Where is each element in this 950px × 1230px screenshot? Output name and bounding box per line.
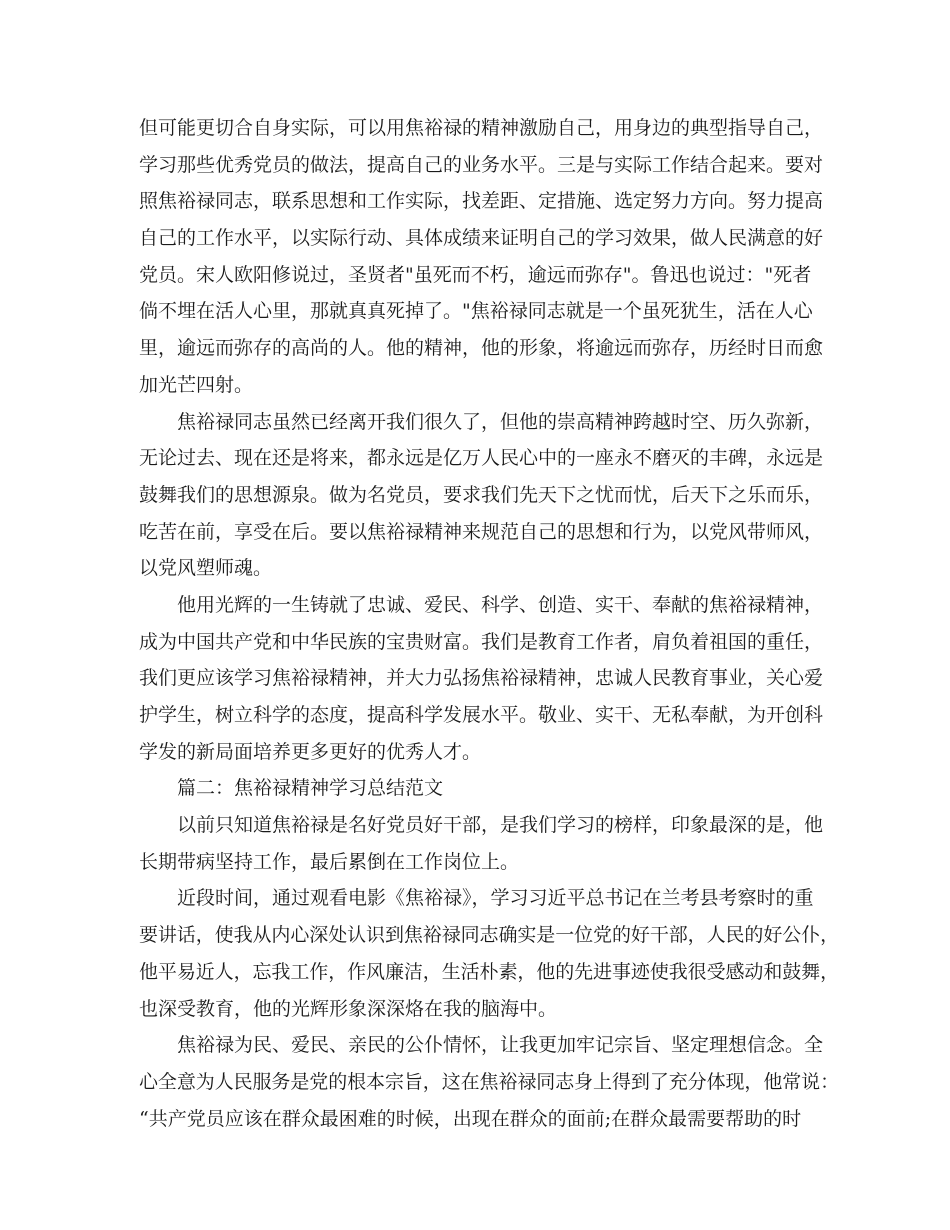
text-line: 成为中国共产党和中华民族的宝贵财富。我们是教育工作者，肩负着祖国的重任，: [139, 630, 824, 653]
text-line: 党员。宋人欧阳修说过，圣贤者"虽死而不朽，逾远而弥存"。鲁迅也说过："死者: [139, 263, 812, 286]
text-line: 焦裕禄为民、爱民、亲民的公仆情怀，让我更加牢记宗旨、坚定理想信念。全: [177, 1034, 824, 1057]
text-line: 照焦裕禄同志，联系思想和工作实际，找差距、定措施、选定努力方向。努力提高: [139, 190, 824, 213]
text-line: 里，逾远而弥存的高尚的人。他的精神，他的形象，将逾远而弥存，历经时日而愈: [139, 337, 824, 360]
text-line: 他用光辉的一生铸就了忠诚、爱民、科学、创造、实干、奉献的焦裕禄精神，: [177, 593, 824, 616]
text-line: 鼓舞我们的思想源泉。做为名党员，要求我们先天下之忧而忧，后天下之乐而乐，: [139, 483, 824, 506]
text-line: 焦裕禄同志虽然已经离开我们很久了，但他的崇高精神跨越时空、历久弥新，: [177, 410, 824, 433]
text-line: 我们更应该学习焦裕禄精神，并大力弘扬焦裕禄精神，忠诚人民教育事业，关心爱: [139, 667, 824, 690]
text-line: 学发的新局面培养更多更好的优秀人才。: [139, 740, 482, 763]
text-line: 倘不埋在活人心里，那就真真死掉了。"焦裕禄同志就是一个虽死犹生，活在人心: [139, 300, 813, 323]
text-line: 要讲话，使我从内心深处认识到焦裕禄同志确实是一位党的好干部，人民的好公仆，: [139, 924, 840, 947]
text-line: 但可能更切合自身实际，可以用焦裕禄的精神激励自己，用身边的典型指导自己，: [139, 117, 824, 139]
text-line: 近段时间，通过观看电影《焦裕禄》，学习习近平总书记在兰考县考察时的重: [177, 887, 814, 910]
text-line: 自己的工作水平，以实际行动、具体成绩来证明自己的学习效果，做人民满意的好: [139, 227, 824, 250]
text-line: 加光芒四射。: [139, 373, 254, 396]
text-line: 长期带病坚持工作，最后累倒在工作岗位上。: [139, 850, 520, 873]
text-line: 以党风塑师魂。: [139, 557, 273, 580]
text-line: 也深受教育，他的光辉形象深深烙在我的脑海中。: [139, 997, 558, 1020]
text-line: 篇二：焦裕禄精神学习总结范文: [177, 777, 444, 800]
text-line: 吃苦在前，享受在后。要以焦裕禄精神来规范自己的思想和行为，以党风带师风，: [139, 520, 824, 543]
text-line: 以前只知道焦裕禄是名好党员好干部，是我们学习的榜样，印象最深的是，他: [177, 814, 824, 837]
text-line: 护学生，树立科学的态度，提高科学发展水平。敬业、实干、无私奉献，为开创科: [139, 704, 824, 726]
text-line: “共产党员应该在群众最困难的时候，出现在群众的面前;在群众最需要帮助的时: [139, 1107, 802, 1130]
text-line: 他平易近人，忘我工作，作风廉洁，生活朴素，他的先进事迹使我很受感动和鼓舞，: [139, 960, 840, 983]
text-line: 无论过去、现在还是将来，都永远是亿万人民心中的一座永不磨灭的丰碑，永远是: [139, 447, 824, 470]
text-line: 学习那些优秀党员的做法，提高自己的业务水平。三是与实际工作结合起来。要对: [139, 153, 824, 176]
text-line: 心全意为人民服务是党的根本宗旨，这在焦裕禄同志身上得到了充分体现，他常说：: [139, 1070, 840, 1093]
document-body: [139, 110, 839, 1137]
